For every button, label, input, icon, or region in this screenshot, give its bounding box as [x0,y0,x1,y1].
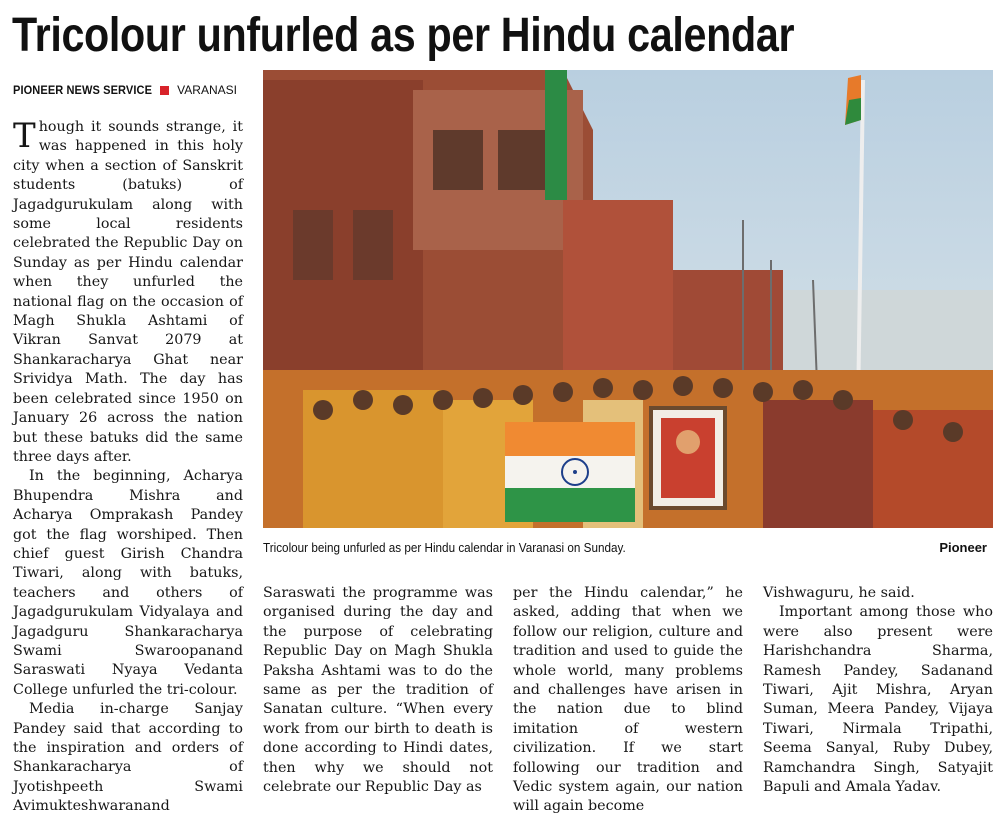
article-paragraph-6: Vishwaguru, he said. [763,585,915,601]
article-paragraph-3: Media in-charge Sanjay Pandey said that according to the inspiration and orders of Shankaracharya of Jyotishpeeth Swami Avimukteshwaranand [13,701,243,815]
article-column-4 [763,584,993,797]
article-paragraph-7: Important among those who were also present were Harishchandra Sharma, Ramesh Pandey, Sadanand Tiwari, Ajit Mishra, Aryan Suman, Meera Pandey, Vijaya Tiwari, Nirmala Tripathi, Seema Sanyal, Ruby Dubey, Ramchandra Singh, Satyajit Bapuli and Amala Yadav. [763,604,993,796]
article-paragraph-2: In the beginning, Acharya Bhupendra Mishra and Acharya Omprakash Pandey got the flag worshiped. Then chief guest Girish Chandra Tiwari, along with batuks, teachers and others of Jagadgurukulam Vidyalaya and Jagadguru Shankaracharya Swami Swaroopanand Saraswati Nyaya Vedanta College unfurled the tri-colour. [13,468,243,698]
headline: Tricolour unfurled as per Hindu calendar [12,9,795,62]
article-paragraph-1: Though it sounds strange, it was happened in this holy city when a section of Sanskrit students (batuks) of Jagadgurukulam along with some local residents celebrated the Republic Day on Sunday as per Hindu calendar when they unfurled the national flag on the occasion of Magh Shukla Ashtami of Vikran Sanvat 2079 at Shankaracharya Ghat near Srividya Math. The day has been celebrated since 1950 on January 26 across the nation but these batuks did the same three days after. [13,116,243,465]
byline-source: PIONEER NEWS SERVICE [13,83,153,97]
photo-credit: Pioneer [939,540,987,555]
photo-caption-text: Tricolour being unfurled as per Hindu calendar in Varanasi on Sunday. [263,540,626,555]
article-column-1 [13,118,243,817]
byline-separator-square [160,86,169,95]
news-photo [263,70,993,528]
article-column-3 [513,584,743,817]
article-column-2 [263,584,493,797]
byline-location: VARANASI [177,83,237,97]
dropcap: T [13,116,36,156]
article-paragraph-5: per the Hindu calendar,” he asked, adding that when we follow our religion, culture and tradition and used to guide the whole world, many problems and challenges have arisen in the nation due to blind imitation of western civilization. If we start following our tradition and Vedic system again, our nation will again become [513,585,743,815]
photo-caption [263,539,993,557]
article-paragraph-4: Saraswati the programme was organised during the day and the purpose of celebrating Republic Day on Magh Shukla Paksha Ashtami was to do the same as per the tradition of Sanatan culture. “When every work from our birth to death is done according to Hindi dates, then why we should not celebrate our Republic Day as [263,585,493,796]
byline [13,81,237,99]
